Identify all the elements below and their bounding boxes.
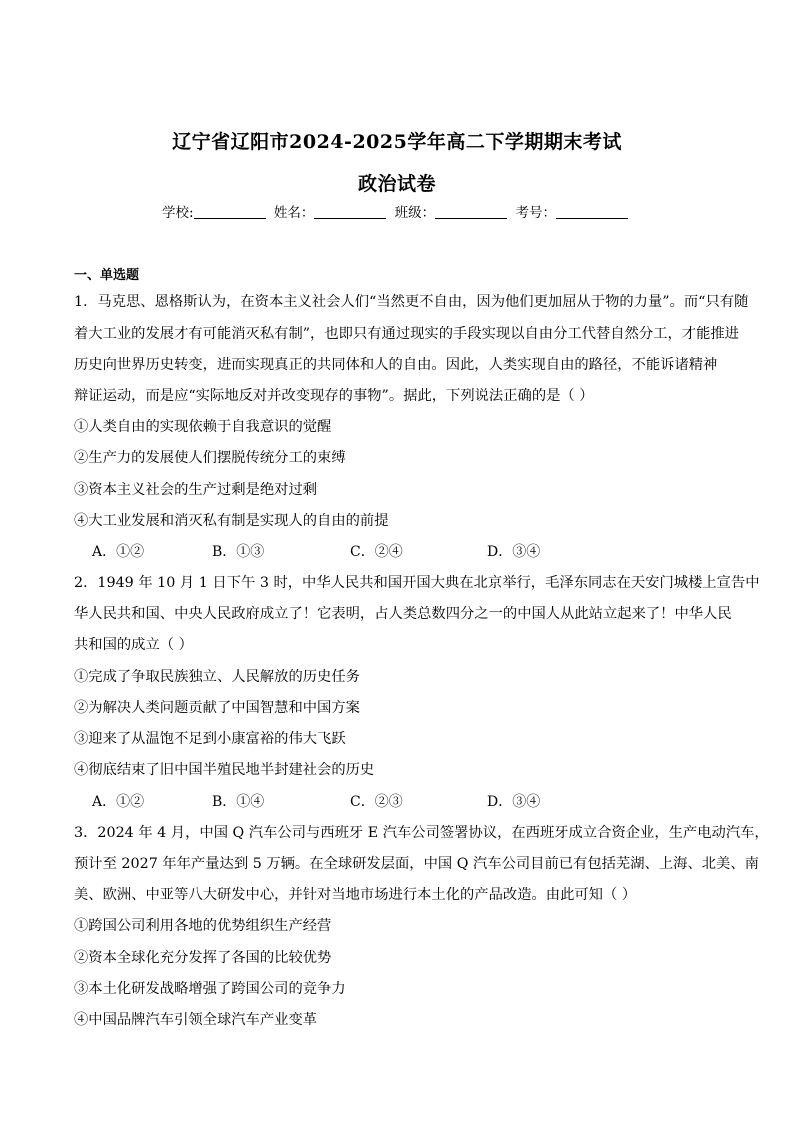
q3-option: ①跨国公司利用各地的优势组织生产经营 (74, 918, 332, 934)
name-label: 姓名： (273, 205, 315, 221)
q3-option: ②资本全球化充分发挥了各国的比较优势 (74, 950, 332, 966)
q1-choice-d[interactable]: D．③④ (487, 544, 541, 560)
student-info-row (0, 201, 794, 221)
q1-option: ③资本主义社会的生产过剩是绝对过剩 (74, 482, 318, 498)
q1-stem-line: 辩证运动，而是应“实际地反对并改变现存的事物”。据此，下列说法正确的是（ ） (74, 388, 594, 404)
q1-stem-line: 着大工业的发展才有可能消灭私有制”，也即只有通过现实的手段实现以自由分工代替自然分工，才能推进 (74, 326, 739, 342)
q1-option: ①人类自由的实现依赖于自我意识的觉醒 (74, 419, 332, 435)
q1-choice-b[interactable]: B．①③ (212, 544, 265, 560)
q2-stem-line: 华人民共和国、中央人民政府成立了！它表明，占人类总数四分之一的中国人从此站立起来了！中华人民 (74, 606, 732, 622)
q1-option: ④大工业发展和消灭私有制是实现人的自由的前提 (74, 513, 389, 529)
q1-choice-c[interactable]: C．②④ (350, 544, 403, 560)
q2-stem-line: 2．1949 年 10 月 1 日下午 3 时，中华人民共和国开国大典在北京举行，毛泽东同志在天安门城楼上宣告中 (74, 575, 760, 591)
section-title: 一、单选题 (74, 268, 140, 283)
q2-stem-line: 共和国的成立（ ） (74, 637, 193, 653)
q3-option: ④中国品牌汽车引领全球汽车产业变革 (74, 1012, 318, 1028)
q2-option: ①完成了争取民族独立、人民解放的历史任务 (74, 669, 360, 685)
school-blank[interactable] (194, 204, 266, 219)
q3-stem-line: 美、欧洲、中亚等八大研发中心，并针对当地市场进行本土化的产品改造。由此可知（ ） (74, 887, 637, 903)
exam-title: 辽宁省辽阳市2024-2025学年高二下学期期末考试 (172, 131, 622, 153)
q2-choice-b[interactable]: B．①④ (212, 794, 265, 810)
q2-option: ③迎来了从温饱不足到小康富裕的伟大飞跃 (74, 731, 346, 747)
q1-stem-line: 1．马克思、恩格斯认为，在资本主义社会人们“当然更不自由，因为他们更加屈从于物的力量”。而“只有随 (74, 294, 749, 310)
q3-option: ③本土化研发战略增强了跨国公司的竞争力 (74, 981, 346, 997)
name-blank[interactable] (314, 204, 386, 219)
class-blank[interactable] (435, 204, 507, 219)
q1-stem-line: 历史向世界历史转变，进而实现真正的共同体和人的自由。因此，人类实现自由的路径，不能诉诸精神 (74, 357, 718, 373)
q2-choice-d[interactable]: D．③④ (487, 794, 541, 810)
q1-option: ②生产力的发展使人们摆脱传统分工的束缚 (74, 450, 346, 466)
q2-choice-c[interactable]: C．②③ (350, 794, 403, 810)
q2-choice-a[interactable]: A．①② (92, 794, 145, 810)
q3-stem-line: 3．2024 年 4 月，中国 Q 汽车公司与西班牙 E 汽车公司签署协议，在西班牙成立合资企业，生产电动汽车， (74, 825, 769, 841)
q2-option: ②为解决人类问题贡献了中国智慧和中国方案 (74, 700, 360, 716)
exam-subtitle: 政治试卷 (357, 173, 436, 195)
q3-stem-line: 预计至 2027 年年产量达到 5 万辆。在全球研发层面，中国 Q 汽车公司目前已有包括芜湖、上海、北美、南 (74, 856, 759, 872)
q1-choice-a[interactable]: A．①② (92, 544, 145, 560)
class-label: 班级： (394, 205, 436, 221)
exam-number-label: 考号： (515, 205, 556, 221)
exam-number-blank[interactable] (556, 204, 628, 219)
school-label: 学校: (162, 205, 194, 221)
q2-option: ④彻底结束了旧中国半殖民地半封建社会的历史 (74, 762, 375, 778)
